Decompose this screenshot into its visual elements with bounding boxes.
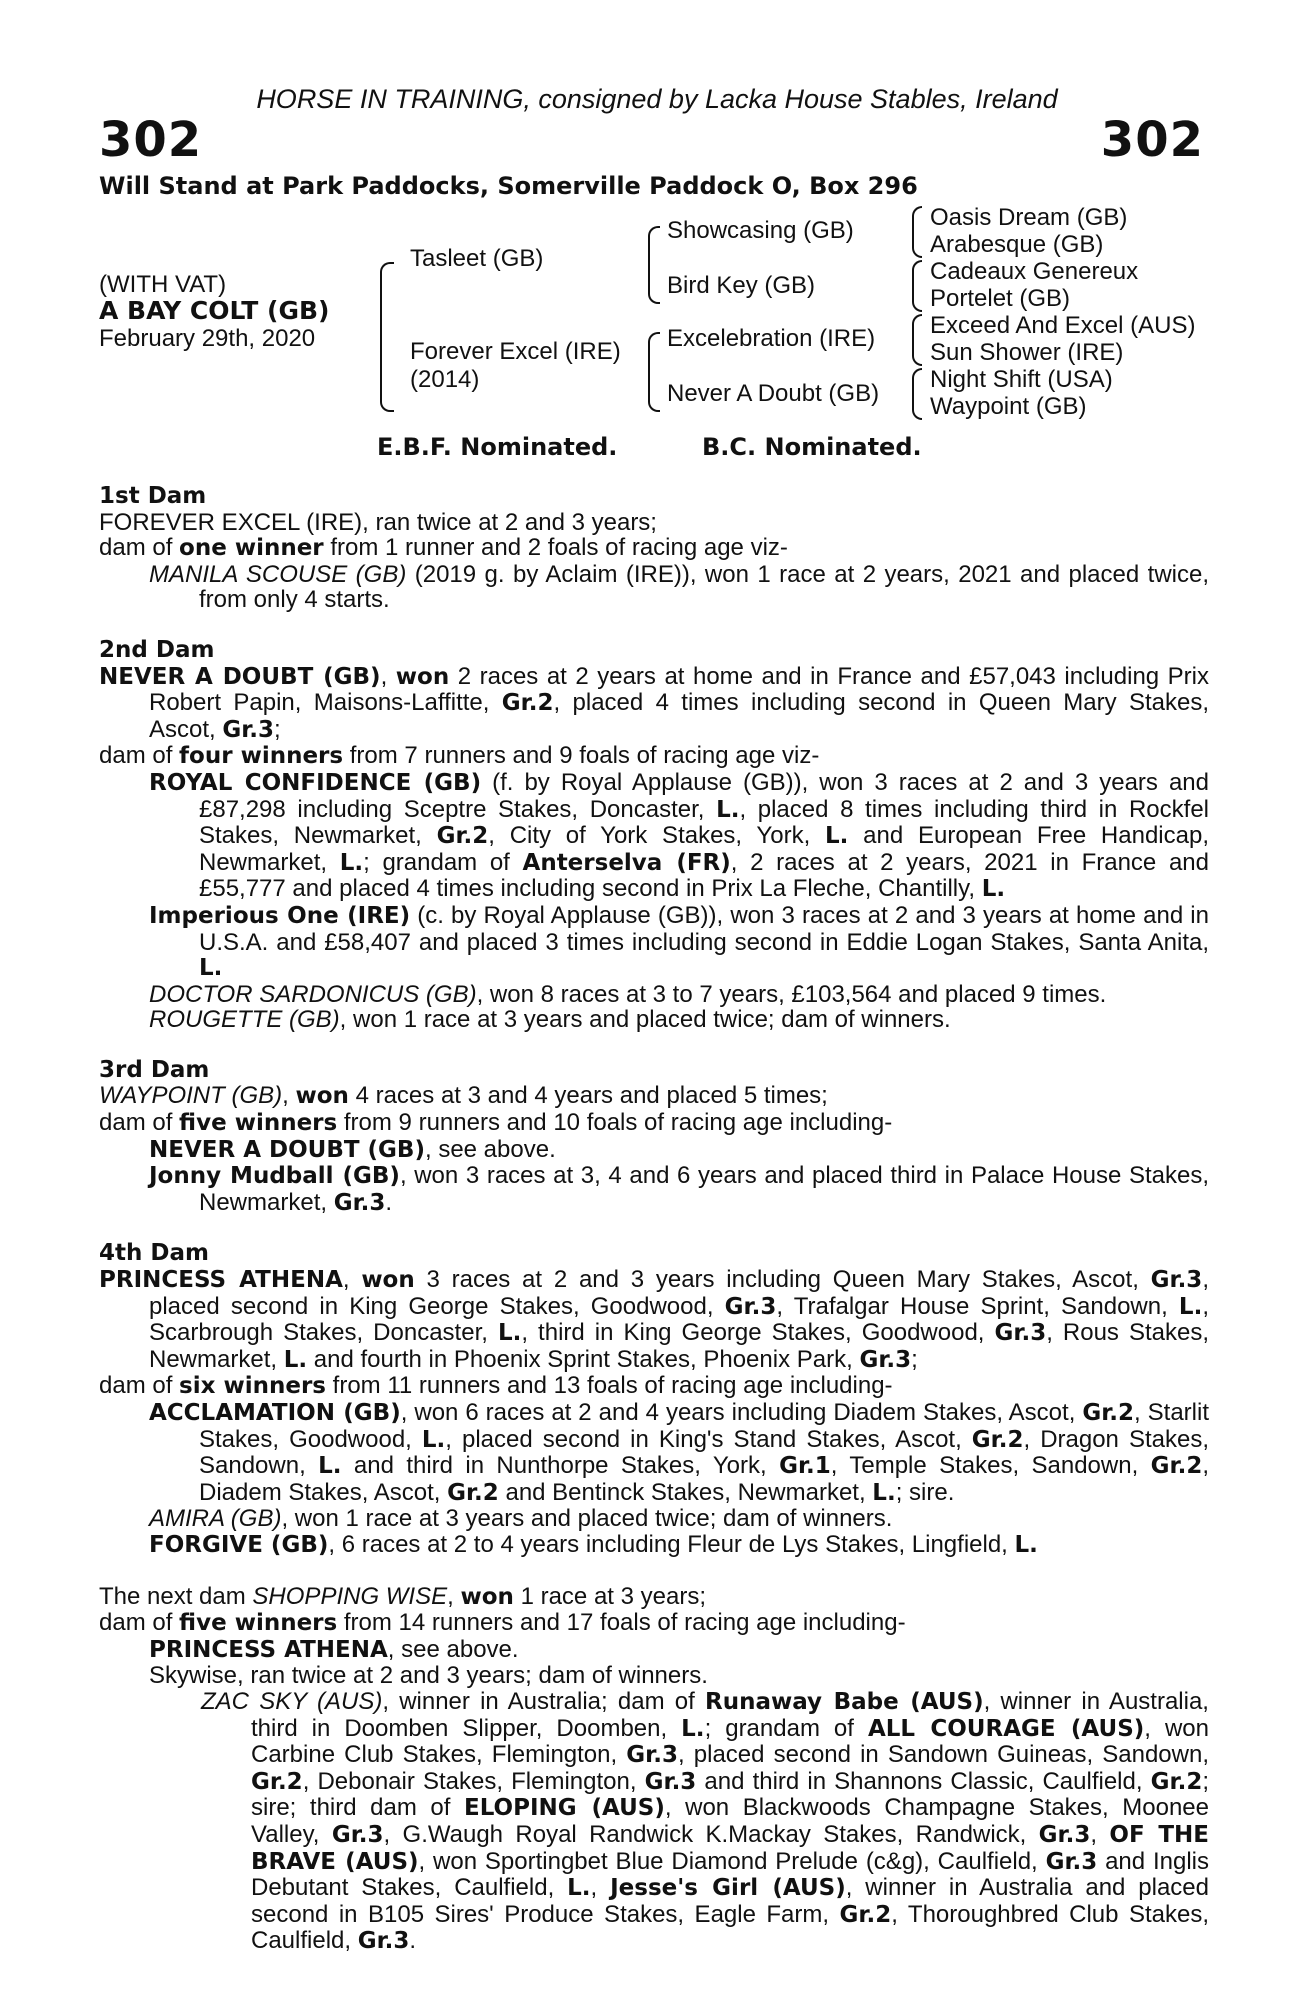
dam4-progeny-acclamation: ACCLAMATION (GB), won 6 races at 2 and 4 years including Diadem Stakes, Ascot, Gr.2, Starlit Stakes, Goodwood, L., placed second in King's Stand Stakes, Ascot, Gr.2, Dragon Stakes, Sandown, L. and third in Nunthorpe Stakes, York, Gr.1, Temple Stakes, Sandown, Gr.2, Diadem Stakes, Ascot, Gr.2 and Bentinck Stakes, Newmarket, L.; sire. [149, 1399, 1210, 1506]
section-title-4th-dam: 4th Dam [99, 1240, 209, 1267]
lot-number-left: 302 [99, 112, 203, 168]
brace-g3-4 [912, 368, 922, 420]
dam4-record: PRINCESS ATHENA, won 3 races at 2 and 3 years including Queen Mary Stakes, Ascot, Gr.3, placed second in King George Stakes, Goodwood, Gr.3, Trafalgar House Sprint, Sandown, L., Scarbrough Stakes, Doncaster, L., third in King George Stakes, Goodwood, Gr.3, Rous Stakes, Newmarket, L. and fourth in Phoenix Sprint Stakes, Phoenix Park, Gr.3; [99, 1266, 1210, 1373]
section-title-3rd-dam: 3rd Dam [99, 1056, 210, 1083]
dam3-progeny-never-a-doubt: NEVER A DOUBT (GB), see above. [149, 1135, 556, 1163]
dam1-line2: dam of one winner from 1 runner and 2 foals of racing age viz- [99, 534, 788, 562]
gen3-1: Oasis Dream (GB) [930, 204, 1128, 231]
gen3-5: Exceed And Excel (AUS) [930, 312, 1196, 339]
bc-nominated: B.C. Nominated. [702, 433, 922, 461]
gen3-6: Sun Shower (IRE) [930, 339, 1124, 366]
dam-year: (2014) [410, 366, 480, 393]
dam-details [99, 484, 1209, 1955]
brace-dam [648, 332, 660, 412]
dam2-progeny-rougette: ROUGETTE (GB), won 1 race at 3 years and placed twice; dam of winners. [149, 1006, 951, 1034]
dam1-line1: FOREVER EXCEL (IRE), ran twice at 2 and 3 years; [99, 508, 657, 536]
dam1-progeny-1: MANILA SCOUSE (GB) (2019 g. by Aclaim (IRE)), won 1 race at 2 years, 2021 and placed twice, from only 4 starts. [149, 560, 1209, 614]
next-dam-progeny-skywise: Skywise, ran twice at 2 and 3 years; dam of winners. [149, 1662, 708, 1690]
brace-sire [648, 226, 660, 304]
gen3-7: Night Shift (USA) [930, 366, 1113, 393]
section-title-2nd-dam: 2nd Dam [99, 636, 215, 663]
dam3-progeny-jonny-mudball: Jonny Mudball (GB), won 3 races at 3, 4 and 6 years and placed third in Palace House Stakes, Newmarket, Gr.3. [149, 1162, 1209, 1216]
stand-info: Will Stand at Park Paddocks, Somerville Paddock O, Box 296 [99, 172, 918, 200]
brace-g3-2 [912, 260, 922, 312]
brace-g3-1 [912, 206, 922, 258]
consignment-header: HORSE IN TRAINING, consigned by Lacka House Stables, Ireland [256, 84, 1058, 114]
vat-note: (WITH VAT) [99, 271, 227, 298]
gen3-3: Cadeaux Genereux [930, 258, 1139, 285]
dam4-progeny-amira: AMIRA (GB), won 1 race at 3 years and placed twice; dam of winners. [149, 1505, 893, 1533]
sire-dam: Bird Key (GB) [667, 272, 816, 299]
dam2-progeny-doctor-sardonicus: DOCTOR SARDONICUS (GB), won 8 races at 3 to 7 years, £103,564 and placed 9 times. [149, 980, 1107, 1008]
dam2-progeny-royal-confidence: ROYAL CONFIDENCE (GB) (f. by Royal Applause (GB)), won 3 races at 2 and 3 years and £87,298 including Sceptre Stakes, Doncaster, L., placed 8 times including third in Rockfel Stakes, Newmarket, Gr.2, City of York Stakes, York, L. and European Free Handicap, Newmarket, L.; grandam of Anterselva (FR), 2 races at 2 years, 2021 in France and £55,777 and placed 4 times including second in Prix La Fleche, Chantilly, L. [149, 768, 1209, 903]
section-title-1st-dam: 1st Dam [99, 483, 207, 509]
foaling-date: February 29th, 2020 [99, 325, 316, 352]
dam: Forever Excel (IRE) [410, 338, 621, 365]
ebf-nominated: E.B.F. Nominated. [377, 433, 618, 461]
horse-name: A BAY COLT (GB) [99, 296, 330, 325]
sire: Tasleet (GB) [410, 245, 544, 272]
dam2-progeny-imperious-one: Imperious One (IRE) (c. by Royal Applause (GB)), won 3 races at 2 and 3 years at home and in U.S.A. and £58,407 and placed 3 times including second in Eddie Logan Stakes, Santa Anita, L. [149, 901, 1209, 982]
brace-g3-3 [912, 314, 922, 366]
dam2-record: NEVER A DOUBT (GB), won 2 races at 2 years at home and in France and £57,043 including Prix Robert Papin, Maisons-Laffitte, Gr.2, placed 4 times including second in Queen Mary Stakes, Ascot, Gr.3; [99, 662, 1209, 743]
next-dam-produce-summary: dam of five winners from 14 runners and 17 foals of racing age including- [99, 1609, 906, 1637]
dam3-record: WAYPOINT (GB), won 4 races at 3 and 4 years and placed 5 times; [99, 1082, 828, 1110]
dam4-progeny-forgive: FORGIVE (GB), 6 races at 2 to 4 years including Fleur de Lys Stakes, Lingfield, L. [149, 1530, 1038, 1558]
next-dam-progeny-princess-athena: PRINCESS ATHENA, see above. [149, 1635, 519, 1663]
next-dam-progeny-zac-sky: ZAC SKY (AUS), winner in Australia; dam of Runaway Babe (AUS), winner in Australia, third in Doomben Slipper, Doomben, L.; grandam of ALL COURAGE (AUS), won Carbine Club Stakes, Flemington, Gr.3, placed second in Sandown Guineas, Sandown, Gr.2, Debonair Stakes, Flemington, Gr.3 and third in Shannons Classic, Caulfield, Gr.2; sire; third dam of ELOPING (AUS), won Blackwoods Champagne Stakes, Moonee Valley, Gr.3, G.Waugh Royal Randwick K.Mackay Stakes, Randwick, Gr.3, OF THE BRAVE (AUS), won Sportingbet Blue Diamond Prelude (c&g), Caulfield, Gr.3 and Inglis Debutant Stakes, Caulfield, L., Jesse's Girl (AUS), winner in Australia and placed second in B105 Sires' Produce Stakes, Eagle Farm, Gr.2, Thoroughbred Club Stakes, Caulfield, Gr.3. [201, 1687, 1210, 1955]
dam3-produce-summary: dam of five winners from 9 runners and 10 foals of racing age including- [99, 1109, 893, 1137]
dam2-produce-summary: dam of four winners from 7 runners and 9 foals of racing age viz- [99, 742, 820, 770]
sire-sire: Showcasing (GB) [667, 217, 854, 244]
next-dam-record: The next dam SHOPPING WISE, won 1 race at 3 years; [99, 1582, 706, 1610]
gen3-8: Waypoint (GB) [930, 393, 1087, 420]
lot-number-right: 302 [1100, 112, 1204, 168]
dam4-produce-summary: dam of six winners from 11 runners and 13 foals of racing age including- [99, 1372, 893, 1400]
dam-sire: Excelebration (IRE) [667, 325, 876, 352]
brace-main [380, 262, 394, 412]
gen3-2: Arabesque (GB) [930, 231, 1104, 258]
dam-dam: Never A Doubt (GB) [667, 380, 880, 407]
gen3-4: Portelet (GB) [930, 285, 1071, 312]
